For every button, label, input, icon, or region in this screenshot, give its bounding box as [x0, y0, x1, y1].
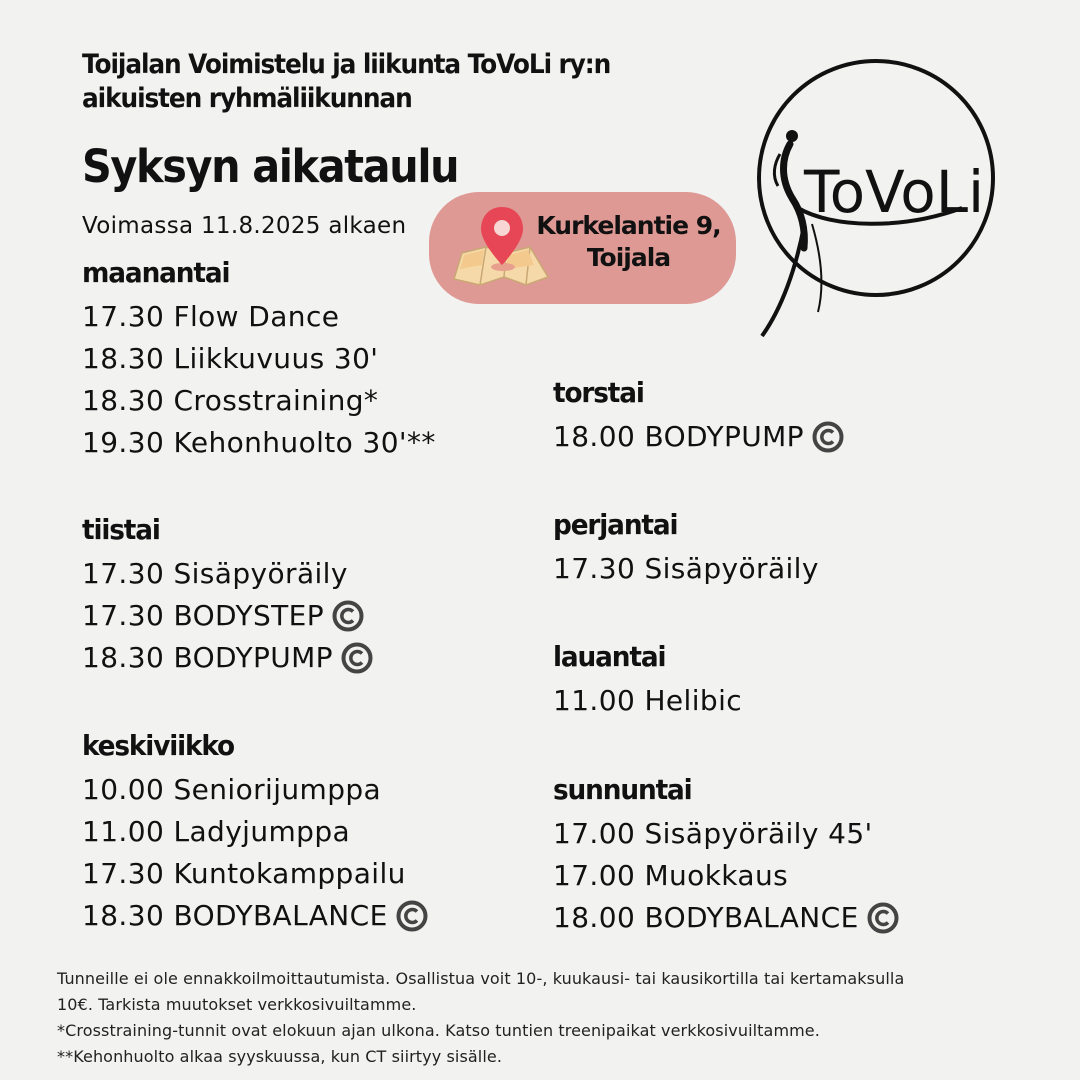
class-label: 17.30 BODYSTEP [82, 599, 325, 632]
class-item: 17.30 Kuntokamppailu [82, 857, 406, 890]
class-item: 17.00 Sisäpyöräily 45' [553, 817, 873, 850]
copyright-icon [396, 900, 428, 932]
location-address [526, 210, 731, 274]
org-line-2: aikuisten ryhmäliikunnan [82, 83, 412, 114]
copyright-icon [867, 902, 899, 934]
monday-section [82, 256, 436, 464]
wednesday-section [82, 729, 428, 937]
friday-section [553, 508, 819, 590]
class-item: 19.30 Kehonhuolto 30'** [82, 426, 436, 459]
day-heading-friday: perjantai [553, 508, 678, 541]
class-label: 18.30 BODYBALANCE [82, 899, 388, 932]
day-heading-tuesday: tiistai [82, 513, 160, 546]
class-item [553, 897, 899, 939]
day-heading-saturday: lauantai [553, 640, 666, 673]
class-item [553, 416, 844, 458]
page-title: Syksyn aikataulu [82, 140, 459, 193]
valid-from-text: Voimassa 11.8.2025 alkaen [82, 213, 407, 239]
tuesday-section [82, 513, 373, 679]
footer-line: **Kehonhuolto alkaa syyskuussa, kun CT siirtyy sisälle. [57, 1047, 503, 1066]
day-heading-wednesday: keskiviikko [82, 729, 235, 762]
class-item: 17.30 Sisäpyöräily [553, 552, 819, 585]
copyright-icon [341, 642, 373, 674]
org-line-1: Toijalan Voimistelu ja liikunta ToVoLi ry:n [82, 49, 611, 80]
address-city: Toijala [586, 243, 671, 272]
class-item: 17.30 Sisäpyöräily [82, 557, 348, 590]
day-heading-thursday: torstai [553, 376, 644, 409]
thursday-section [553, 376, 844, 458]
address-street: Kurkelantie 9, [536, 211, 721, 240]
class-item: 18.30 Liikkuvuus 30' [82, 342, 379, 375]
class-item [82, 595, 373, 637]
class-label: 18.00 BODYPUMP [553, 420, 804, 453]
saturday-section [553, 640, 742, 722]
day-heading-monday: maanantai [82, 256, 230, 289]
class-item [82, 895, 428, 937]
class-item: 11.00 Helibic [553, 684, 743, 717]
footer-line: *Crosstraining-tunnit ovat elokuun ajan ulkona. Katso tuntien treenipaikat verkkosivuiltamme. [57, 1021, 820, 1040]
class-item: 17.00 Muokkaus [553, 859, 789, 892]
class-item [82, 637, 373, 679]
class-item: 10.00 Seniorijumppa [82, 773, 382, 806]
class-label: 18.00 BODYBALANCE [553, 901, 859, 934]
copyright-icon [332, 600, 364, 632]
sunday-section [553, 773, 899, 939]
footer-notes [57, 966, 1017, 1070]
class-item: 18.30 Crosstraining* [82, 384, 379, 417]
class-item: 11.00 Ladyjumppa [82, 815, 351, 848]
tovoli-logo [752, 58, 1000, 340]
logo-text: ToVoLi [804, 158, 985, 226]
footer-line: 10€. Tarkista muutokset verkkosivuiltamme. [57, 995, 417, 1014]
footer-line: Tunneille ei ole ennakkoilmoittautumista. Osallistua voit 10-, kuukausi- tai kausikortilla tai kertamaksulla [57, 969, 905, 988]
class-label: 18.30 BODYPUMP [82, 641, 333, 674]
organization-heading [82, 48, 652, 116]
class-item: 17.30 Flow Dance [82, 300, 340, 333]
copyright-icon [812, 421, 844, 453]
day-heading-sunday: sunnuntai [553, 773, 692, 806]
